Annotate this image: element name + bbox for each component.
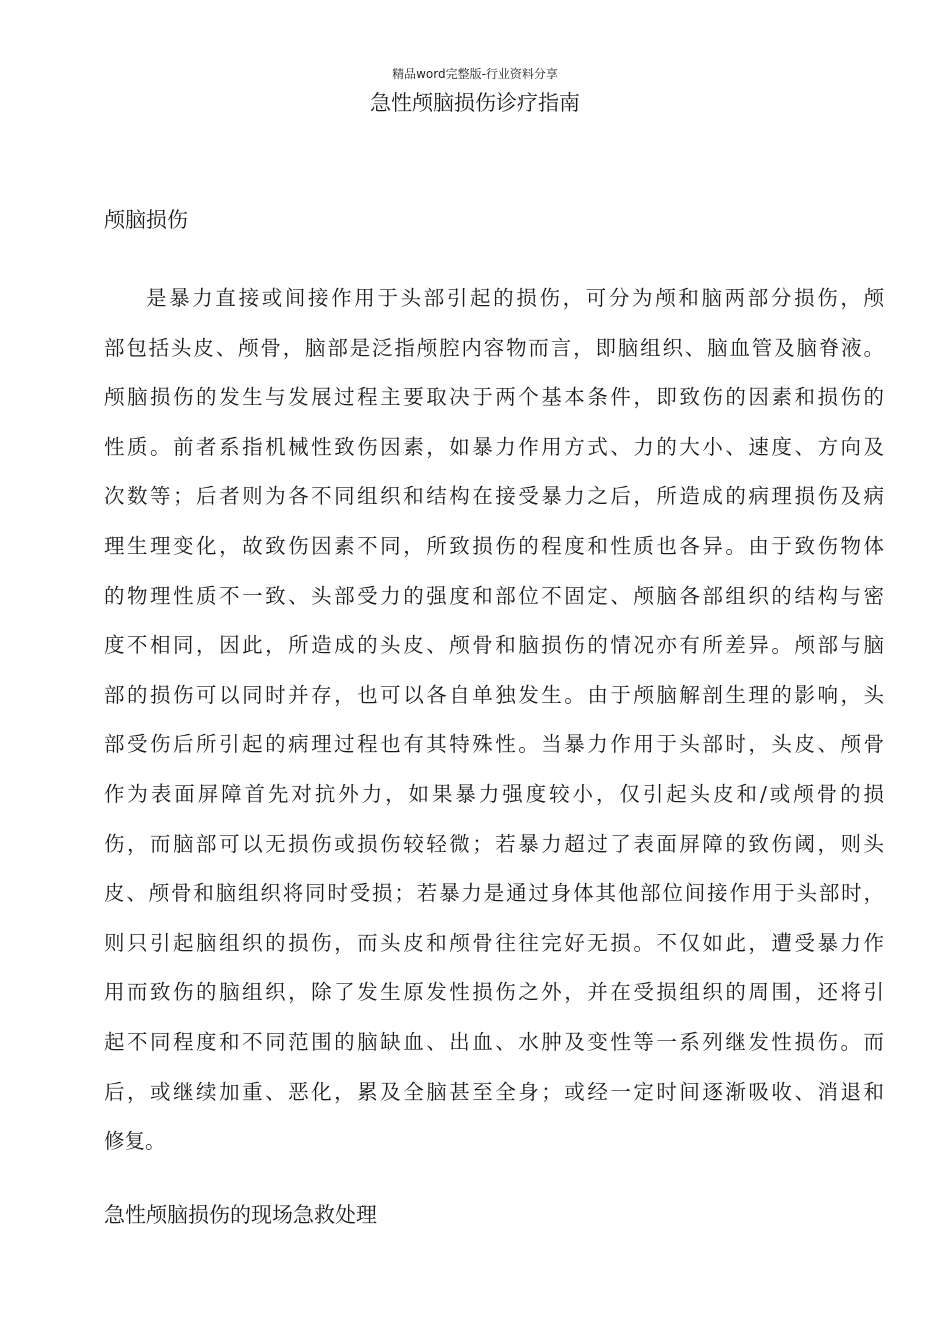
paragraph-line: 颅脑损伤的发生与发展过程主要取决于两个基本条件，即致伤的因素和损伤的 <box>104 385 884 410</box>
paragraph-line: 后，或继续加重、恶化，累及全脑甚至全身；或经一定时间逐渐吸收、消退和 <box>104 1079 884 1104</box>
section-heading-craniocerebral-injury: 颅脑损伤 <box>104 208 188 232</box>
paragraph-line: 修复。 <box>104 1129 166 1154</box>
paragraph-line: 次数等；后者则为各不同组织和结构在接受暴力之后，所造成的病理损伤及病 <box>104 484 884 509</box>
paragraph-line: 部包括头皮、颅骨，脑部是泛指颅腔内容物而言，即脑组织、脑血管及脑脊液。 <box>104 335 884 360</box>
paragraph-line: 是暴力直接或间接作用于头部引起的损伤，可分为颅和脑两部分损伤，颅 <box>146 286 884 310</box>
section-heading-emergency-treatment: 急性颅脑损伤的现场急救处理 <box>104 1203 377 1227</box>
paragraph-line: 皮、颅骨和脑组织将同时受损；若暴力是通过身体其他部位间接作用于头部时， <box>104 881 884 906</box>
paragraph-line: 理生理变化，故致伤因素不同，所致损伤的程度和性质也各异。由于致伤物体 <box>104 533 884 558</box>
page-banner: 精品word完整版-行业资料分享 <box>392 67 558 81</box>
paragraph-line: 伤，而脑部可以无损伤或损伤较轻微；若暴力超过了表面屏障的致伤阈，则头 <box>104 831 884 856</box>
paragraph-line: 则只引起脑组织的损伤，而头皮和颅骨往往完好无损。不仅如此，遭受暴力作 <box>104 930 884 955</box>
paragraph-line: 部的损伤可以同时并存，也可以各自单独发生。由于颅脑解剖生理的影响，头 <box>104 682 884 707</box>
section-body-paragraph <box>104 274 884 1167</box>
paragraph-line: 性质。前者系指机械性致伤因素，如暴力作用方式、力的大小、速度、方向及 <box>104 434 884 459</box>
document-title: 急性颅脑损伤诊疗指南 <box>370 91 580 115</box>
paragraph-line: 作为表面屏障首先对抗外力，如果暴力强度较小，仅引起头皮和/或颅骨的损 <box>104 781 884 806</box>
paragraph-line: 的物理性质不一致、头部受力的强度和部位不固定、颅脑各部组织的结构与密 <box>104 583 884 608</box>
paragraph-line: 起不同程度和不同范围的脑缺血、出血、水肿及变性等一系列继发性损伤。而 <box>104 1029 884 1054</box>
paragraph-line: 部受伤后所引起的病理过程也有其特殊性。当暴力作用于头部时，头皮、颅骨 <box>104 732 884 757</box>
paragraph-line: 度不相同，因此，所造成的头皮、颅骨和脑损伤的情况亦有所差异。颅部与脑 <box>104 633 884 658</box>
paragraph-line: 用而致伤的脑组织，除了发生原发性损伤之外，并在受损组织的周围，还将引 <box>104 980 884 1005</box>
